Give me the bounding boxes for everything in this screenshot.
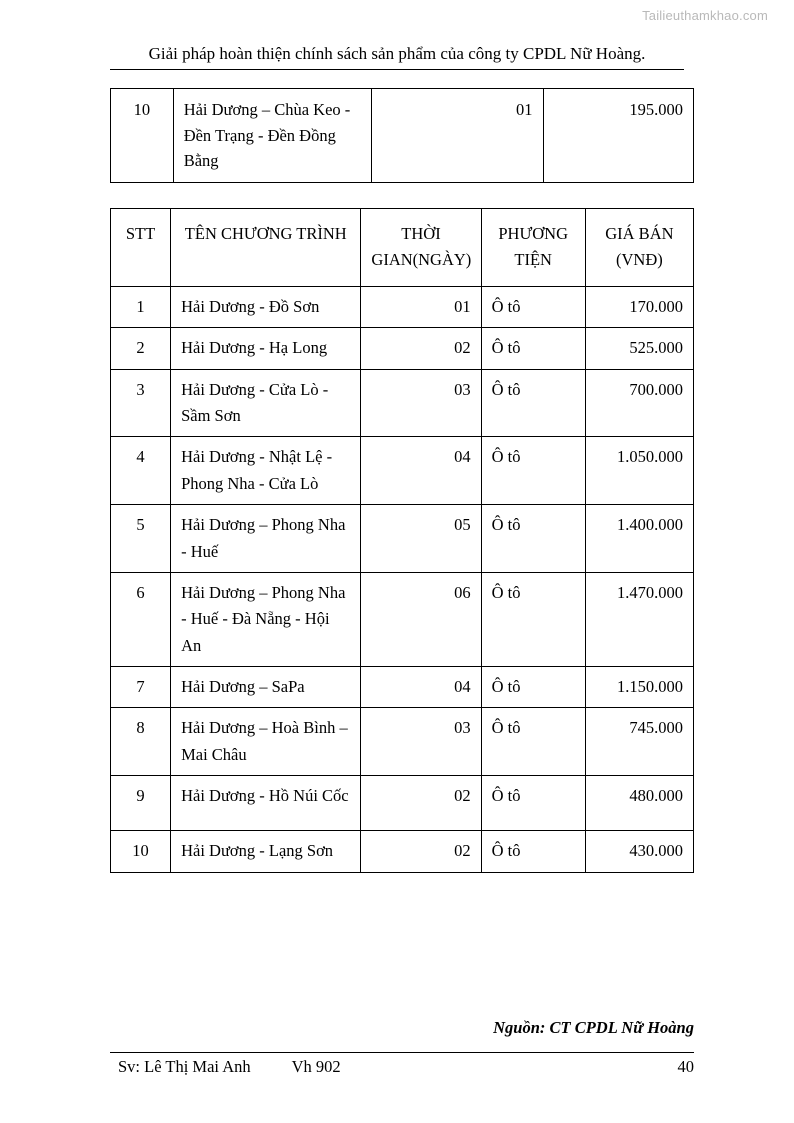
table-row bbox=[111, 328, 694, 369]
cell-name: Hải Dương – SaPa bbox=[171, 667, 361, 708]
cell-name: Hải Dương - Nhật Lệ - Phong Nha - Cửa Lò bbox=[171, 437, 361, 505]
cell-stt: 6 bbox=[111, 572, 171, 666]
table-row bbox=[111, 505, 694, 573]
cell-price: 170.000 bbox=[585, 286, 693, 327]
table-row bbox=[111, 776, 694, 831]
cell-price: 1.470.000 bbox=[585, 572, 693, 666]
page-header-title: Giải pháp hoàn thiện chính sách sản phẩm của công ty CPDL Nữ Hoàng. bbox=[110, 44, 684, 70]
cell-price: 480.000 bbox=[585, 776, 693, 831]
cell-time: 01 bbox=[361, 286, 481, 327]
cell-price: 1.400.000 bbox=[585, 505, 693, 573]
cell-time: 02 bbox=[361, 328, 481, 369]
footer-author: Sv: Lê Thị Mai Anh Vh 902 bbox=[118, 1057, 341, 1076]
table-header-row bbox=[111, 209, 694, 287]
cell-transport: Ô tô bbox=[481, 369, 585, 437]
table-row bbox=[111, 667, 694, 708]
cell-stt: 3 bbox=[111, 369, 171, 437]
header-transport: PHƯƠNG TIỆN bbox=[481, 209, 585, 287]
cell-transport: Ô tô bbox=[481, 667, 585, 708]
cell-stt: 2 bbox=[111, 328, 171, 369]
cell-price: 525.000 bbox=[585, 328, 693, 369]
table-row bbox=[111, 708, 694, 776]
cell-transport: Ô tô bbox=[481, 505, 585, 573]
page-number: 40 bbox=[677, 1057, 694, 1076]
cell-time: 06 bbox=[361, 572, 481, 666]
tour-program-price-table bbox=[110, 208, 694, 873]
cell-stt: 10 bbox=[111, 831, 171, 872]
header-name: TÊN CHƯƠNG TRÌNH bbox=[171, 209, 361, 287]
cell-time: 03 bbox=[361, 708, 481, 776]
table-row bbox=[111, 369, 694, 437]
cell-time: 01 bbox=[372, 89, 543, 183]
table-row bbox=[111, 437, 694, 505]
footer-divider bbox=[110, 1052, 694, 1053]
table-row bbox=[111, 286, 694, 327]
cell-time: 02 bbox=[361, 831, 481, 872]
cell-price: 700.000 bbox=[585, 369, 693, 437]
cell-stt: 5 bbox=[111, 505, 171, 573]
cell-name: Hải Dương - Đồ Sơn bbox=[171, 286, 361, 327]
cell-transport: Ô tô bbox=[481, 831, 585, 872]
cell-time: 04 bbox=[361, 667, 481, 708]
header-price: GIÁ BÁN (VNĐ) bbox=[585, 209, 693, 287]
cell-name: Hải Dương – Phong Nha - Huế bbox=[171, 505, 361, 573]
cell-name: Hải Dương - Hồ Núi Cốc bbox=[171, 776, 361, 831]
cell-price: 1.150.000 bbox=[585, 667, 693, 708]
cell-time: 03 bbox=[361, 369, 481, 437]
cell-price: 1.050.000 bbox=[585, 437, 693, 505]
watermark-text: Tailieuthamkhao.com bbox=[642, 8, 768, 23]
cell-price: 745.000 bbox=[585, 708, 693, 776]
cell-name: Hải Dương – Hoà Bình – Mai Châu bbox=[171, 708, 361, 776]
cell-stt: 4 bbox=[111, 437, 171, 505]
cell-time: 04 bbox=[361, 437, 481, 505]
cell-name: Hải Dương – Phong Nha - Huế - Đà Nẵng - Hội An bbox=[171, 572, 361, 666]
cell-price: 430.000 bbox=[585, 831, 693, 872]
continued-table bbox=[110, 88, 694, 183]
cell-time: 02 bbox=[361, 776, 481, 831]
header-time: THỜI GIAN(NGÀY) bbox=[361, 209, 481, 287]
cell-stt: 7 bbox=[111, 667, 171, 708]
cell-transport: Ô tô bbox=[481, 776, 585, 831]
cell-transport: Ô tô bbox=[481, 437, 585, 505]
cell-stt: 9 bbox=[111, 776, 171, 831]
cell-stt: 10 bbox=[111, 89, 174, 183]
table-row bbox=[111, 89, 694, 183]
cell-name: Hải Dương - Cửa Lò - Sầm Sơn bbox=[171, 369, 361, 437]
table-row bbox=[111, 572, 694, 666]
source-note: Nguồn: CT CPDL Nữ Hoàng bbox=[493, 1018, 694, 1037]
cell-time: 05 bbox=[361, 505, 481, 573]
cell-transport: Ô tô bbox=[481, 328, 585, 369]
cell-stt: 8 bbox=[111, 708, 171, 776]
cell-stt: 1 bbox=[111, 286, 171, 327]
cell-transport: Ô tô bbox=[481, 572, 585, 666]
cell-transport: Ô tô bbox=[481, 708, 585, 776]
cell-name: Hải Dương - Lạng Sơn bbox=[171, 831, 361, 872]
cell-price: 195.000 bbox=[543, 89, 693, 183]
cell-name: Hải Dương – Chùa Keo - Đền Trạng - Đền Đồng Bằng bbox=[173, 89, 372, 183]
cell-name: Hải Dương - Hạ Long bbox=[171, 328, 361, 369]
table-row bbox=[111, 831, 694, 872]
header-stt: STT bbox=[111, 209, 171, 287]
cell-transport: Ô tô bbox=[481, 286, 585, 327]
